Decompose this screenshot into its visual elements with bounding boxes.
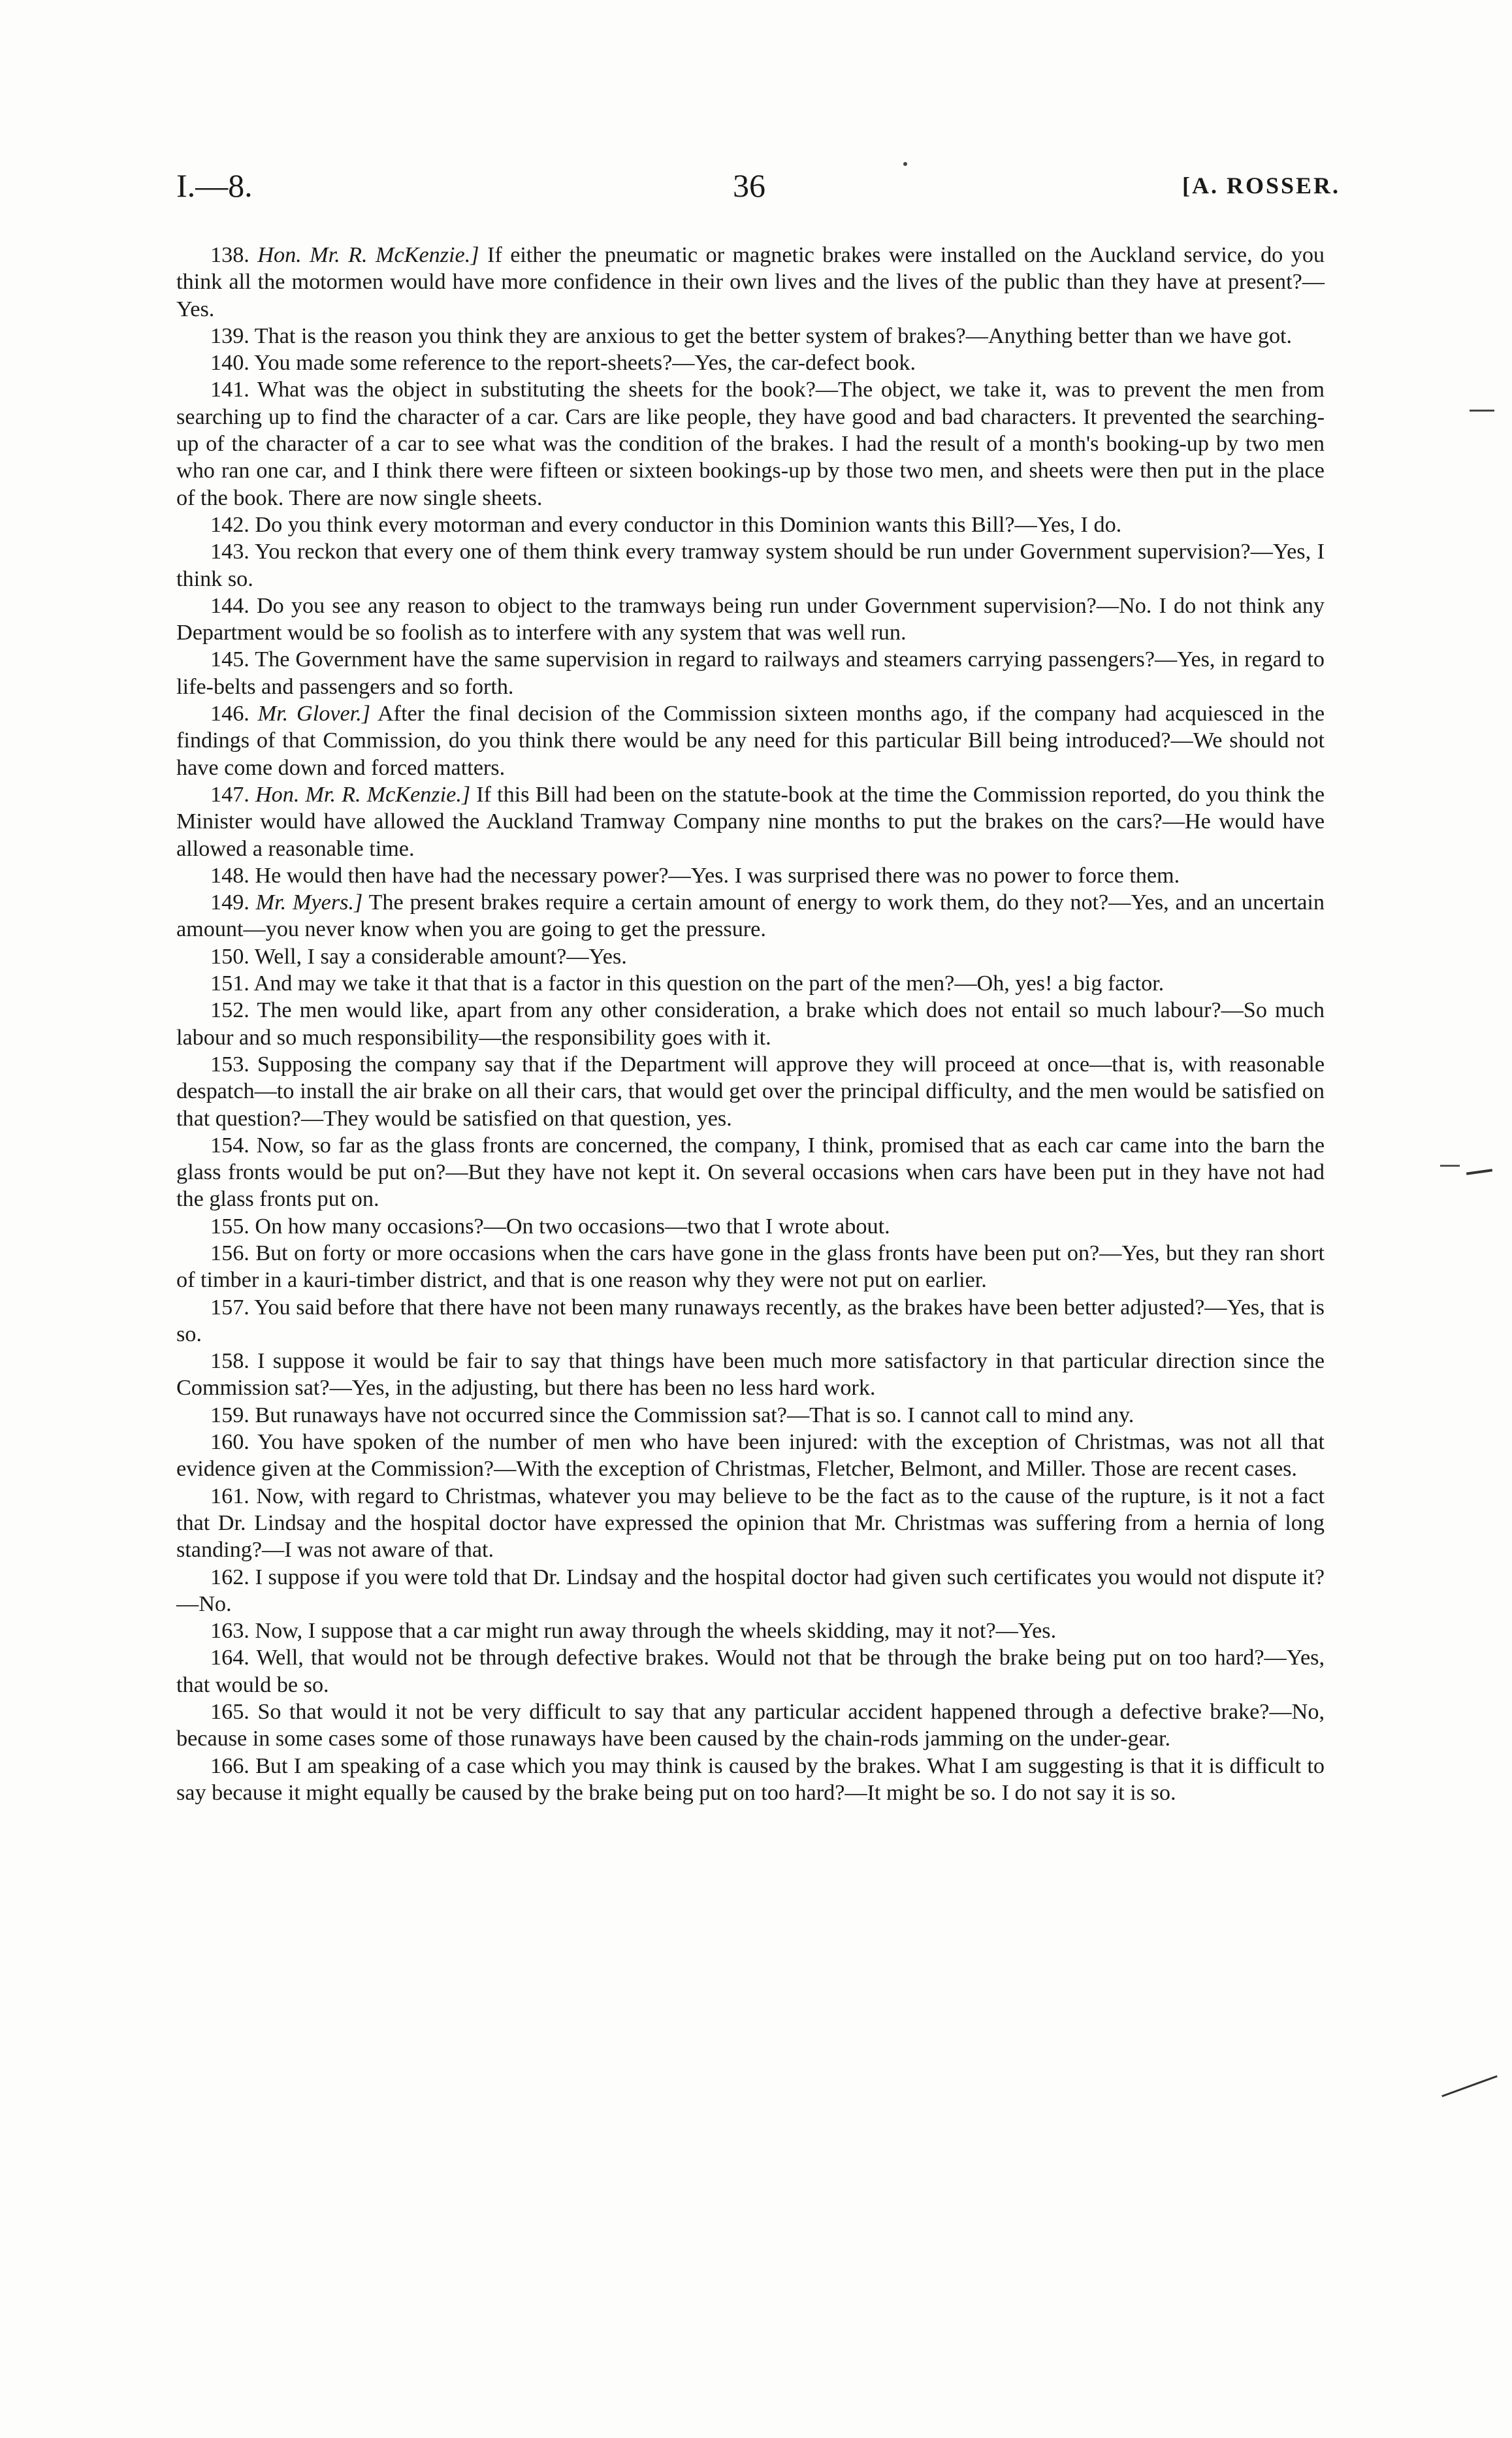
question-answer-text: The present brakes require a certain amount of energy to work them, do they not?—Yes, and an uncertain amount—you never know when you are going to get the pressure. <box>176 890 1325 942</box>
question-paragraph <box>176 1402 1325 1429</box>
question-answer-text: But I am speaking of a case which you may think is caused by the brakes. What I am suggesting is that it is difficult to say because it might equally be caused by the brake being put on too hard?—It might be so. I do not say it is so. <box>176 1753 1325 1805</box>
speaker-name: Mr. Glover.] <box>257 702 371 726</box>
question-paragraph <box>176 646 1325 700</box>
page-number: 36 <box>733 167 765 204</box>
question-number: 165. <box>210 1700 258 1725</box>
question-answer-text: The Government have the same supervision in regard to railways and steamers carrying passengers?—Yes, in regard to life-belts and passengers and so forth. <box>176 647 1325 699</box>
question-paragraph <box>176 1429 1325 1483</box>
question-number: 164. <box>210 1646 257 1670</box>
question-paragraph <box>176 1132 1325 1213</box>
question-paragraph <box>176 242 1325 323</box>
question-paragraph <box>176 538 1325 593</box>
speaker-name: Hon. Mr. R. McKenzie.] <box>255 782 471 807</box>
question-number: 162. <box>210 1565 255 1589</box>
question-answer-text: You made some reference to the report-sheets?—Yes, the car-defect book. <box>254 351 916 376</box>
question-number: 161. <box>210 1484 257 1508</box>
question-answer-text: Well, that would not be through defective brakes. Would not that be through the brake being put on too hard?—Yes, that would be so. <box>176 1646 1325 1697</box>
question-answer-text: After the final decision of the Commission sixteen months ago, if the company had acquiesced in the findings of that Commission, do you think there would be any need for this particular Bill being introduced?—We should not have come down and forced matters. <box>176 702 1325 780</box>
margin-mark <box>903 162 907 166</box>
question-number: 158. <box>210 1349 258 1374</box>
question-paragraph <box>176 1348 1325 1402</box>
question-number: 149. <box>210 890 256 915</box>
question-answer-text: Supposing the company say that if the Department will approve they will proceed at once—that is, with reasonable despatch—to install the air brake on all their cars, that would get over the principal difficulty, and the men would be satisfied on that question?—They would be satisfied on that question, yes. <box>176 1052 1325 1131</box>
question-number: 159. <box>210 1403 255 1427</box>
margin-mark <box>1466 1169 1492 1175</box>
question-number: 150. <box>210 944 255 969</box>
speaker-name: Hon. Mr. R. McKenzie.] <box>257 243 479 267</box>
question-number: 146. <box>210 702 258 726</box>
question-number: 151. <box>210 971 254 996</box>
question-number: 153. <box>210 1052 257 1077</box>
question-number: 139. <box>210 323 255 348</box>
question-number: 143. <box>210 540 255 564</box>
question-paragraph <box>176 1698 1325 1753</box>
question-paragraph <box>176 1051 1325 1132</box>
question-paragraph <box>176 376 1325 511</box>
question-number: 145. <box>210 647 255 672</box>
question-paragraph <box>176 889 1325 943</box>
question-paragraph <box>176 349 1325 376</box>
question-answer-text: Now, I suppose that a car might run away through the wheels skidding, may it not?—Yes. <box>255 1619 1057 1644</box>
question-answer-text: But runaways have not occurred since the Commission sat?—That is so. I cannot call to mind any. <box>255 1403 1134 1427</box>
question-answer-text: But on forty or more occasions when the cars have gone in the glass fronts have been put on?—Yes, but they ran short of timber in a kauri-timber district, and that is one reason why they were not put on earlier. <box>176 1241 1325 1293</box>
question-paragraph <box>176 1294 1325 1348</box>
question-answer-text: You have spoken of the number of men who have been injured: with the exception of Christmas, was not all that evidence given at the Commission?—With the exception of Christmas, Fletcher, Belmont, and Miller. Those are recent cases. <box>176 1430 1325 1482</box>
question-number: 147. <box>210 782 255 807</box>
speaker-name: Mr. Myers.] <box>255 890 363 915</box>
question-answer-text: On how many occasions?—On two occasions—two that I wrote about. <box>255 1214 890 1239</box>
question-answer-text: I suppose if you were told that Dr. Lindsay and the hospital doctor had given such certificates you would not dispute it?—No. <box>176 1565 1325 1616</box>
question-paragraph <box>176 1644 1325 1698</box>
question-number: 142. <box>210 512 255 537</box>
question-paragraph <box>176 700 1325 781</box>
question-answer-text: Do you think every motorman and every conductor in this Dominion wants this Bill?—Yes, I do. <box>255 512 1122 537</box>
question-answer-text: If either the pneumatic or magnetic brakes were installed on the Auckland service, do you think all the motormen would have more confidence in their own lives and the lives of the public than they have at present?—Yes. <box>176 243 1325 321</box>
question-answer-text: That is the reason you think they are anxious to get the better system of brakes?—Anything better than we have got. <box>254 323 1293 348</box>
question-paragraph <box>176 970 1325 997</box>
question-paragraph <box>176 1753 1325 1807</box>
question-number: 154. <box>210 1133 257 1158</box>
question-number: 148. <box>210 863 255 888</box>
witness-name: [A. ROSSER. <box>1182 172 1340 199</box>
page-header <box>171 167 1340 212</box>
question-paragraph <box>176 1483 1325 1564</box>
question-number: 140. <box>210 351 255 376</box>
question-answer-text: You reckon that every one of them think every tramway system should be run under Government supervision?—Yes, I think so. <box>176 540 1325 591</box>
question-answer-text: If this Bill had been on the statute-book at the time the Commission reported, do you think the Minister would have allowed the Auckland Tramway Company nine months to put the brakes on the cars?—He would have allowed a reasonable time. <box>176 782 1325 861</box>
question-number: 160. <box>210 1430 257 1455</box>
question-answer-text: And may we take it that that is a factor in this question on the part of the men?—Oh, yes! a big factor. <box>253 971 1165 996</box>
question-number: 166. <box>210 1753 256 1778</box>
margin-mark <box>1440 1165 1460 1167</box>
paper-reference: I.—8. <box>176 167 253 204</box>
question-paragraph <box>176 1564 1325 1618</box>
question-answer-text: Now, so far as the glass fronts are concerned, the company, I think, promised that as each car came into the barn the glass fronts would be put on?—But they have not kept it. On several occasions when cars have been put in they have not had the glass fronts put on. <box>176 1133 1325 1212</box>
question-number: 138. <box>210 243 258 267</box>
question-paragraph <box>176 781 1325 862</box>
question-paragraph <box>176 1240 1325 1294</box>
question-number: 155. <box>210 1214 255 1239</box>
question-answer-text: You said before that there have not been many runaways recently, as the brakes have been better adjusted?—Yes, that is so. <box>176 1295 1325 1346</box>
question-number: 152. <box>210 998 257 1023</box>
evidence-text <box>176 242 1325 1806</box>
question-paragraph <box>176 1617 1325 1644</box>
question-answer-text: The men would like, apart from any other consideration, a brake which does not entail so much labour?—So much labour and so much responsibility—the responsibility goes with it. <box>176 998 1325 1050</box>
question-answer-text: I suppose it would be fair to say that things have been much more satisfactory in that particular direction since the Commission sat?—Yes, in the adjusting, but there has been no less hard work. <box>176 1349 1325 1401</box>
question-paragraph <box>176 323 1325 349</box>
question-paragraph <box>176 997 1325 1051</box>
question-number: 156. <box>210 1241 256 1265</box>
margin-mark <box>1441 2075 1498 2098</box>
question-paragraph <box>176 862 1325 889</box>
question-paragraph <box>176 1213 1325 1240</box>
question-paragraph <box>176 943 1325 970</box>
question-paragraph <box>176 512 1325 538</box>
question-answer-text: He would then have had the necessary power?—Yes. I was surprised there was no power to force them. <box>255 863 1180 888</box>
question-answer-text: So that would it not be very difficult to say that any particular accident happened through a defective brake?—No, because in some cases some of those runaways have been caused by the chain-rods jamming on the under-gear. <box>176 1700 1325 1751</box>
question-number: 163. <box>210 1619 255 1644</box>
question-paragraph <box>176 593 1325 647</box>
question-answer-text: Well, I say a considerable amount?—Yes. <box>254 944 627 969</box>
question-answer-text: Now, with regard to Christmas, whatever you may believe to be the fact as to the cause of the rupture, is it not a fact that Dr. Lindsay and the hospital doctor have expressed the opinion that Mr. Christmas was suffering from a hernia of long standing?—I was not aware of that. <box>176 1484 1325 1563</box>
question-answer-text: Do you see any reason to object to the tramways being run under Government supervision?—No. I do not think any Department would be so foolish as to interfere with any system that was well run. <box>176 593 1325 645</box>
question-answer-text: What was the object in substituting the sheets for the book?—The object, we take it, was to prevent the men from searching up to find the character of a car. Cars are like people, they have good and bad characters. It prevented the searching-up of the character of a car to see what was the condition of the brakes. I had the result of a month's booking-up by two men who ran one car, and I think there were fifteen or sixteen bookings-up by those two men, and sheets were then put in the place of the book. There are now single sheets. <box>176 378 1325 510</box>
question-number: 157. <box>210 1295 255 1320</box>
question-number: 144. <box>210 593 257 618</box>
margin-mark <box>1470 410 1494 412</box>
question-number: 141. <box>210 378 257 402</box>
